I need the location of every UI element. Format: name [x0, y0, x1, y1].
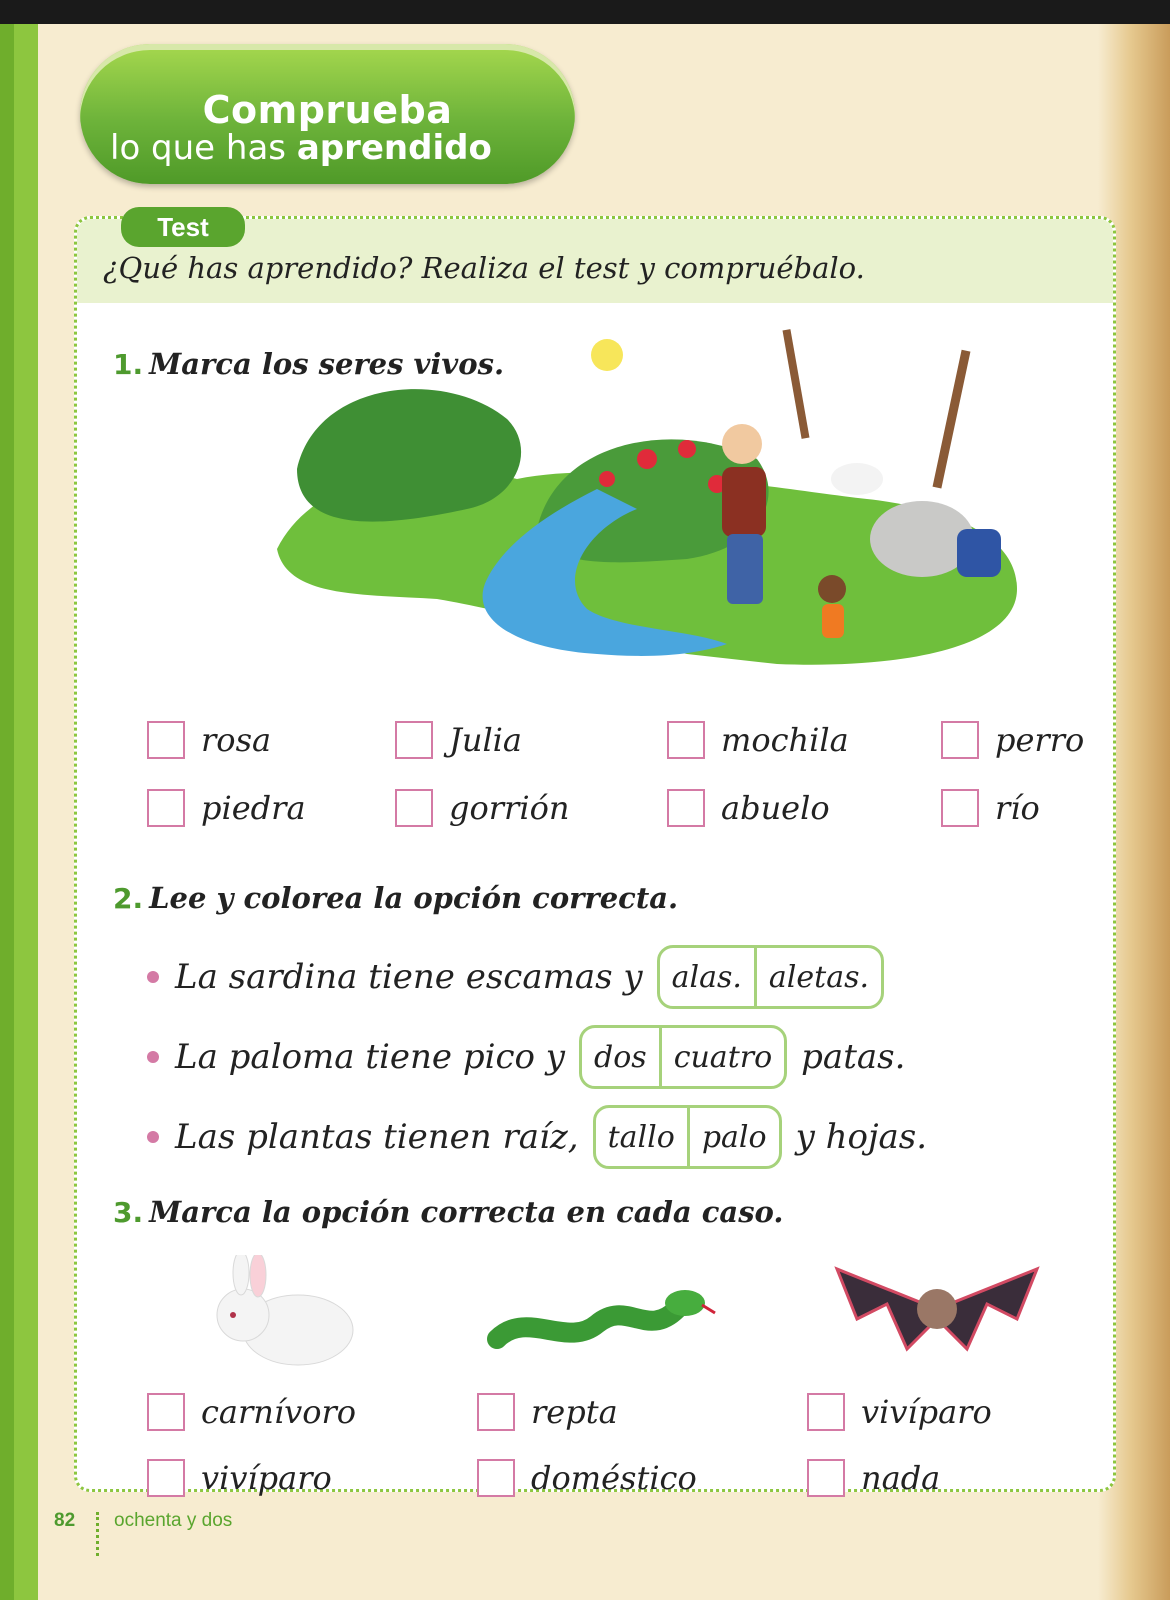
q3-option-repta[interactable]	[477, 1393, 618, 1431]
choice-box	[657, 945, 884, 1009]
page-number: 82	[54, 1510, 76, 1531]
checkbox[interactable]	[477, 1393, 515, 1431]
choice-option-b[interactable]: palo	[687, 1108, 779, 1166]
question-2-text: Lee y colorea la opción correcta.	[149, 881, 679, 915]
test-intro: ¿Qué has aprendido? Realiza el test y compruébalo.	[103, 251, 865, 285]
park-scene-illustration	[257, 309, 1027, 689]
sentence-end: patas.	[801, 1037, 906, 1077]
choice-option-a[interactable]: dos	[594, 1039, 647, 1075]
q1-option-gorrion[interactable]	[395, 789, 569, 827]
q3-option-nada[interactable]	[807, 1459, 940, 1497]
checkbox[interactable]	[477, 1459, 515, 1497]
girl-head	[818, 575, 846, 603]
option-label: piedra	[201, 789, 306, 827]
q2-sentence-3	[147, 1105, 927, 1169]
test-box	[74, 212, 1116, 1497]
question-1-number: 1.	[113, 348, 144, 381]
q3-option-viviparo-bat[interactable]	[807, 1393, 992, 1431]
question-2-number: 2.	[113, 882, 144, 915]
q2-sentence-1	[147, 945, 898, 1009]
option-label: río	[995, 789, 1040, 827]
q3-option-domestico[interactable]	[477, 1459, 697, 1497]
choice-option-b[interactable]: aletas.	[754, 948, 881, 1006]
checkbox[interactable]	[941, 721, 979, 759]
q1-option-piedra[interactable]	[147, 789, 306, 827]
sentence-text: Las plantas tienen raíz,	[175, 1117, 579, 1157]
backpack	[957, 529, 1001, 577]
title-line-1: Comprueba	[202, 88, 453, 132]
bat-illustration	[827, 1249, 1047, 1369]
question-1-text: Marca los seres vivos.	[149, 347, 505, 381]
option-label: carnívoro	[201, 1393, 357, 1431]
left-margin-edge	[0, 24, 14, 1600]
title-line-2-start: lo que has	[110, 128, 297, 168]
choice-option-a[interactable]: alas.	[671, 959, 742, 995]
sentence-text: La sardina tiene escamas y	[175, 957, 643, 997]
question-3-title	[113, 1195, 783, 1229]
q1-option-julia[interactable]	[395, 721, 522, 759]
q1-option-mochila[interactable]	[667, 721, 849, 759]
footer-divider	[96, 1512, 99, 1556]
page-number-words: ochenta y dos	[114, 1510, 233, 1531]
question-3-text: Marca la opción correcta en cada caso.	[149, 1195, 784, 1229]
rose-flower	[637, 449, 657, 469]
test-tag: Test	[121, 207, 245, 247]
tree-trunk-right	[933, 350, 971, 489]
option-label: perro	[995, 721, 1085, 759]
option-label: doméstico	[531, 1459, 697, 1497]
option-label: vivíparo	[861, 1393, 992, 1431]
choice-box	[593, 1105, 782, 1169]
sun-icon	[591, 339, 623, 371]
question-3-number: 3.	[113, 1196, 144, 1229]
grandpa-legs	[727, 534, 763, 604]
dog	[831, 463, 883, 495]
sentence-end: y hojas.	[795, 1117, 928, 1157]
checkbox[interactable]	[667, 721, 705, 759]
workbook-page	[0, 24, 1170, 1600]
option-label: repta	[531, 1393, 618, 1431]
checkbox[interactable]	[395, 721, 433, 759]
q3-option-carnivoro[interactable]	[147, 1393, 356, 1431]
rose-flower	[678, 440, 696, 458]
q1-option-rosa[interactable]	[147, 721, 271, 759]
title-line-2	[110, 128, 492, 168]
bullet-icon	[147, 1051, 159, 1063]
option-label: mochila	[721, 721, 849, 759]
checkbox[interactable]	[667, 789, 705, 827]
tree-trunk-left	[783, 329, 810, 439]
bush-left	[297, 389, 521, 522]
option-label: nada	[861, 1459, 941, 1497]
checkbox[interactable]	[147, 721, 185, 759]
option-label: abuelo	[721, 789, 830, 827]
checkbox[interactable]	[941, 789, 979, 827]
snake-illustration	[487, 1269, 717, 1359]
q1-option-perro[interactable]	[941, 721, 1084, 759]
checkbox[interactable]	[395, 789, 433, 827]
option-label: gorrión	[449, 789, 570, 827]
bullet-icon	[147, 971, 159, 983]
q2-sentence-2	[147, 1025, 905, 1089]
section-title-banner	[80, 44, 575, 184]
q1-option-abuelo[interactable]	[667, 789, 830, 827]
checkbox[interactable]	[147, 789, 185, 827]
sentence-text: La paloma tiene pico y	[175, 1037, 566, 1077]
q1-option-rio[interactable]	[941, 789, 1040, 827]
option-label: vivíparo	[201, 1459, 332, 1497]
choice-box	[579, 1025, 787, 1089]
rabbit-illustration	[203, 1255, 363, 1375]
rose-flower	[599, 471, 615, 487]
checkbox[interactable]	[147, 1393, 185, 1431]
title-line-2-bold: aprendido	[296, 128, 492, 168]
choice-option-a[interactable]: tallo	[607, 1119, 675, 1155]
bullet-icon	[147, 1131, 159, 1143]
grandpa-body	[722, 467, 766, 537]
checkbox[interactable]	[147, 1459, 185, 1497]
girl-body	[822, 604, 844, 638]
choice-option-b[interactable]: cuatro	[659, 1028, 784, 1086]
q3-option-viviparo-rabbit[interactable]	[147, 1459, 332, 1497]
option-label: rosa	[201, 721, 272, 759]
option-label: Julia	[449, 721, 522, 759]
question-2-title	[113, 881, 678, 915]
grandpa-head	[722, 424, 762, 464]
checkbox[interactable]	[807, 1459, 845, 1497]
checkbox[interactable]	[807, 1393, 845, 1431]
